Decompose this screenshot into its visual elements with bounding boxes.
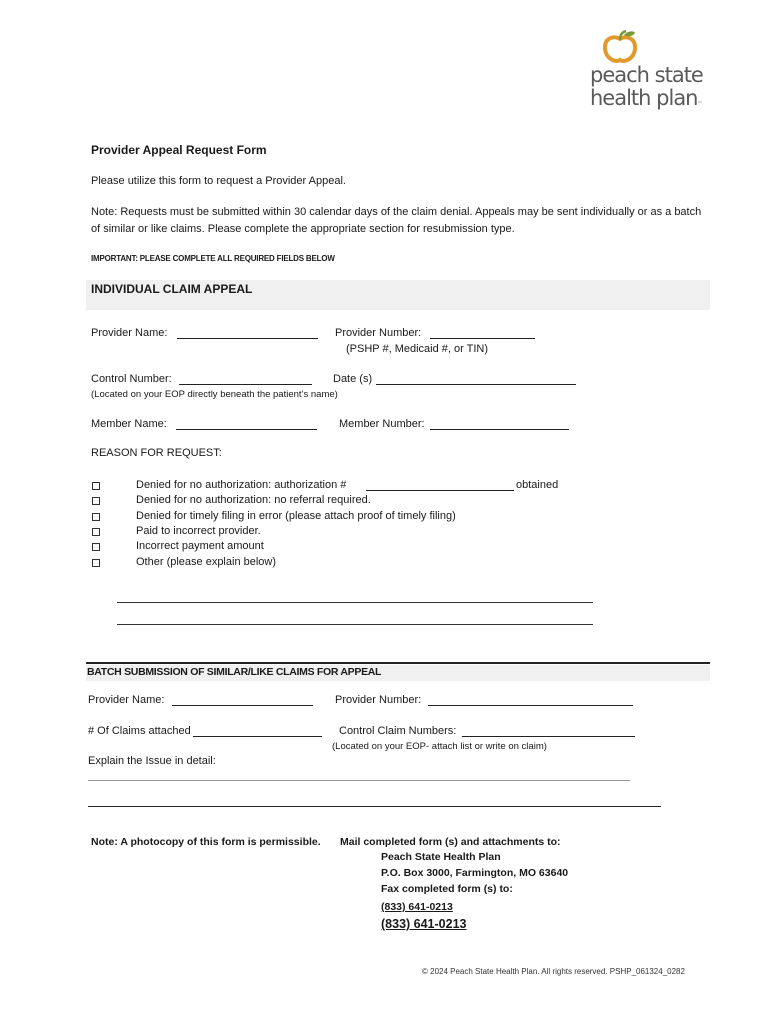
other-explain-line-1[interactable] bbox=[117, 602, 593, 603]
member-name-field[interactable] bbox=[176, 418, 317, 430]
peach-icon bbox=[600, 30, 640, 64]
reason-checkbox-3[interactable] bbox=[92, 513, 100, 521]
dates-label: Date (s) bbox=[333, 373, 373, 385]
reason-text-3: Denied for timely filing in error (please attach proof of timely filing) bbox=[136, 510, 456, 522]
batch-section-header bbox=[86, 665, 710, 681]
reason-checkbox-1[interactable] bbox=[92, 482, 100, 490]
important-note: IMPORTANT: PLEASE COMPLETE ALL REQUIRED FIELDS BELOW bbox=[91, 254, 335, 263]
photocopy-note: Note: A photocopy of this form is permissible. bbox=[91, 836, 321, 848]
control-number-hint: (Located on your EOP directly beneath the patient’s name) bbox=[91, 389, 338, 400]
control-number-field[interactable] bbox=[179, 373, 312, 385]
provider-name-label: Provider Name: bbox=[91, 327, 168, 339]
logo-line-1: peach state bbox=[590, 63, 703, 87]
member-name-label: Member Name: bbox=[91, 418, 167, 430]
reason-text-2: Denied for no authorization: no referral required. bbox=[136, 494, 371, 506]
logo-line-2: health plan bbox=[590, 86, 698, 110]
logo-wordmark bbox=[590, 64, 703, 116]
control-claim-hint: (Located on your EOP- attach list or write on claim) bbox=[332, 741, 547, 752]
dates-field[interactable] bbox=[376, 373, 576, 385]
reason-label: REASON FOR REQUEST: bbox=[91, 447, 222, 459]
explain-issue-line-2[interactable] bbox=[88, 806, 661, 807]
batch-provider-number-label: Provider Number: bbox=[335, 694, 422, 706]
individual-heading: INDIVIDUAL CLAIM APPEAL bbox=[91, 282, 253, 296]
reason-text-1: Denied for no authorization: authorization # bbox=[136, 479, 347, 491]
batch-provider-name-field[interactable] bbox=[172, 694, 313, 706]
individual-section-header bbox=[86, 280, 710, 310]
copyright-footer: © 2024 Peach State Health Plan. All rights reserved. PSHP_061324_0282 bbox=[422, 967, 685, 976]
peach-state-logo bbox=[588, 30, 718, 115]
reason-checkbox-4[interactable] bbox=[92, 528, 100, 536]
control-number-label: Control Number: bbox=[91, 373, 172, 385]
logo-tm: ™ bbox=[697, 101, 703, 107]
provider-name-field[interactable] bbox=[177, 327, 318, 339]
fax-label: Fax completed form (s) to: bbox=[381, 883, 513, 895]
form-note: Note: Requests must be submitted within 30 calendar days of the claim denial. Appeals may be sent individually or as a batch of similar or like claims. Please complete the appropriate section for resubmission type. bbox=[91, 206, 702, 235]
control-claim-numbers-label: Control Claim Numbers: bbox=[339, 725, 457, 737]
batch-heading: BATCH SUBMISSION OF SIMILAR/LIKE CLAIMS FOR APPEAL bbox=[87, 666, 382, 678]
control-claim-numbers-field[interactable] bbox=[462, 725, 635, 737]
mail-to-label: Mail completed form (s) and attachments to: bbox=[340, 836, 561, 848]
batch-divider bbox=[86, 662, 710, 664]
form-intro: Please utilize this form to request a Provider Appeal. bbox=[91, 175, 346, 187]
claims-attached-field[interactable] bbox=[193, 725, 322, 737]
claims-attached-label: # Of Claims attached bbox=[88, 725, 191, 737]
reason-checkbox-2[interactable] bbox=[92, 497, 100, 505]
form-title: Provider Appeal Request Form bbox=[91, 143, 267, 157]
batch-provider-name-label: Provider Name: bbox=[88, 694, 165, 706]
reason-text-6: Other (please explain below) bbox=[136, 556, 277, 568]
mail-address: P.O. Box 3000, Farmington, MO 63640 bbox=[381, 867, 569, 879]
provider-number-hint: (PSHP #, Medicaid #, or TIN) bbox=[346, 343, 489, 355]
explain-issue-line-1[interactable] bbox=[88, 780, 630, 781]
fax-number-link-2[interactable]: (833) 641-0213 bbox=[381, 917, 467, 931]
reason-checkbox-5[interactable] bbox=[92, 543, 100, 551]
member-number-label: Member Number: bbox=[339, 418, 425, 430]
fax-number-link-1[interactable]: (833) 641-0213 bbox=[381, 901, 453, 913]
batch-provider-number-field[interactable] bbox=[428, 694, 633, 706]
reason-text-4: Paid to incorrect provider. bbox=[136, 525, 261, 537]
explain-issue-label: Explain the Issue in detail: bbox=[88, 755, 216, 767]
provider-number-label: Provider Number: bbox=[335, 327, 422, 339]
provider-number-field[interactable] bbox=[430, 327, 535, 339]
member-number-field[interactable] bbox=[430, 418, 569, 430]
mail-org: Peach State Health Plan bbox=[381, 851, 501, 863]
reason-checkbox-6[interactable] bbox=[92, 559, 100, 567]
authorization-number-field[interactable] bbox=[366, 479, 514, 491]
other-explain-line-2[interactable] bbox=[117, 624, 593, 625]
reason-text-5: Incorrect payment amount bbox=[136, 540, 264, 552]
reason-obtained: obtained bbox=[516, 479, 559, 491]
